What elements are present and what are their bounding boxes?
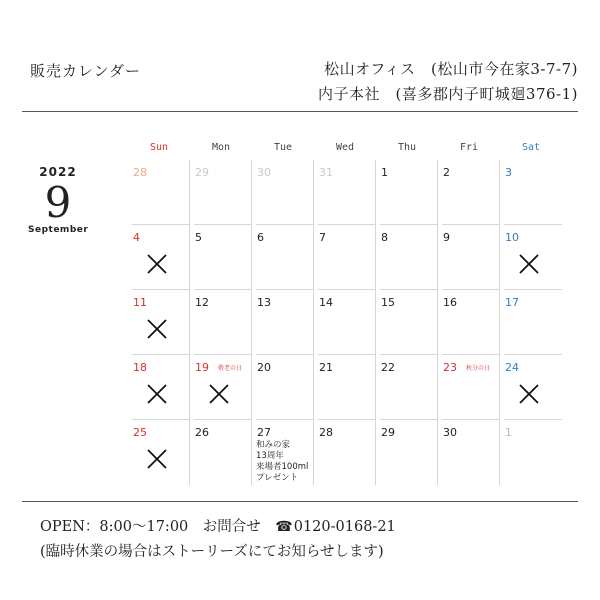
weekday-sat: Sat [521, 142, 541, 153]
phone-number[interactable]: 0120-0168-21 [293, 519, 396, 535]
day-number: 30 [257, 166, 271, 179]
day-number: 31 [319, 166, 333, 179]
day-number: 1 [505, 426, 512, 439]
day-cell [438, 355, 500, 420]
telephone-icon: ☎ [275, 519, 293, 535]
day-cell [252, 420, 314, 485]
day-cell [376, 420, 438, 485]
day-cell [314, 355, 376, 420]
day-number: 16 [443, 296, 457, 309]
day-cell [500, 420, 562, 485]
opening-hours: OPEN：8:00〜17:00 お問合せ [40, 519, 261, 535]
day-number: 28 [133, 166, 147, 179]
day-cell [314, 420, 376, 485]
day-number: 15 [381, 296, 395, 309]
day-cell [314, 160, 376, 225]
day-cell [376, 290, 438, 355]
day-number: 27 [257, 426, 271, 439]
day-number: 21 [319, 361, 333, 374]
month-name: September [28, 225, 89, 235]
day-cell [500, 290, 562, 355]
day-cell [438, 160, 500, 225]
office-uchiko: 内子本社 (喜多郡内子町城廻376-1) [318, 85, 578, 103]
closed-x-icon [518, 253, 540, 275]
day-cell [500, 160, 562, 225]
day-number: 23 [443, 361, 457, 374]
closed-x-icon [146, 383, 168, 405]
day-cell [190, 290, 252, 355]
day-number: 19 [195, 361, 209, 374]
day-cell [438, 290, 500, 355]
day-cell [128, 420, 190, 485]
day-number: 20 [257, 361, 271, 374]
day-cell [128, 290, 190, 355]
closure-note: (臨時休業の場合はストーリーズにてお知らせします) [40, 544, 384, 560]
day-number: 2 [443, 166, 450, 179]
year-label: 2022 [39, 165, 77, 179]
top-divider [22, 111, 578, 112]
day-number: 26 [195, 426, 209, 439]
day-cell [252, 290, 314, 355]
event-line: 13周年 [256, 451, 284, 461]
bottom-divider [22, 501, 578, 502]
event-note [256, 440, 308, 484]
day-cell [500, 355, 562, 420]
day-number: 6 [257, 231, 264, 244]
day-number: 13 [257, 296, 271, 309]
day-number: 11 [133, 296, 147, 309]
day-cell [376, 225, 438, 290]
day-cell [190, 420, 252, 485]
closed-x-icon [146, 448, 168, 470]
day-cell [252, 355, 314, 420]
day-cell [314, 290, 376, 355]
weekday-thu: Thu [397, 142, 417, 153]
weekday-mon: Mon [211, 142, 231, 153]
day-number: 28 [319, 426, 333, 439]
day-cell [190, 160, 252, 225]
day-number: 9 [443, 231, 450, 244]
day-cell [376, 160, 438, 225]
footer-contact [40, 515, 396, 536]
day-number: 4 [133, 231, 140, 244]
day-number: 30 [443, 426, 457, 439]
day-number: 25 [133, 426, 147, 439]
day-number: 22 [381, 361, 395, 374]
day-number: 29 [195, 166, 209, 179]
month-block [28, 165, 88, 235]
event-line: 来場者100ml [256, 462, 309, 472]
event-line: 和みの家 [256, 440, 291, 450]
holiday-label: 敬老の日 [218, 365, 243, 372]
day-number: 1 [381, 166, 388, 179]
day-cell [128, 355, 190, 420]
day-number: 24 [505, 361, 519, 374]
closed-x-icon [146, 253, 168, 275]
event-line: プレゼント [256, 473, 299, 483]
calendar-title: 販売カレンダー [30, 62, 142, 80]
day-number: 3 [505, 166, 512, 179]
day-number: 10 [505, 231, 519, 244]
day-cell [190, 355, 252, 420]
day-cell [128, 160, 190, 225]
day-cell [500, 225, 562, 290]
day-number: 14 [319, 296, 333, 309]
holiday-label: 秋分の日 [466, 365, 491, 372]
day-cell [314, 225, 376, 290]
day-number: 8 [381, 231, 388, 244]
day-cell [190, 225, 252, 290]
day-number: 29 [381, 426, 395, 439]
day-number: 7 [319, 231, 326, 244]
closed-x-icon [146, 318, 168, 340]
weekday-tue: Tue [273, 142, 293, 153]
weekday-fri: Fri [459, 142, 479, 153]
month-number: 9 [44, 178, 72, 227]
day-cell [252, 225, 314, 290]
day-number: 5 [195, 231, 202, 244]
day-cell [438, 420, 500, 485]
weekday-sun: Sun [149, 142, 169, 153]
day-cell [438, 225, 500, 290]
day-number: 18 [133, 361, 147, 374]
day-cell [128, 225, 190, 290]
day-number: 12 [195, 296, 209, 309]
weekday-wed: Wed [335, 142, 355, 153]
day-cell [252, 160, 314, 225]
office-matsuyama: 松山オフィス (松山市今在家3-7-7) [324, 60, 578, 78]
closed-x-icon [518, 383, 540, 405]
closed-x-icon [208, 383, 230, 405]
day-number: 17 [505, 296, 519, 309]
day-cell [376, 355, 438, 420]
